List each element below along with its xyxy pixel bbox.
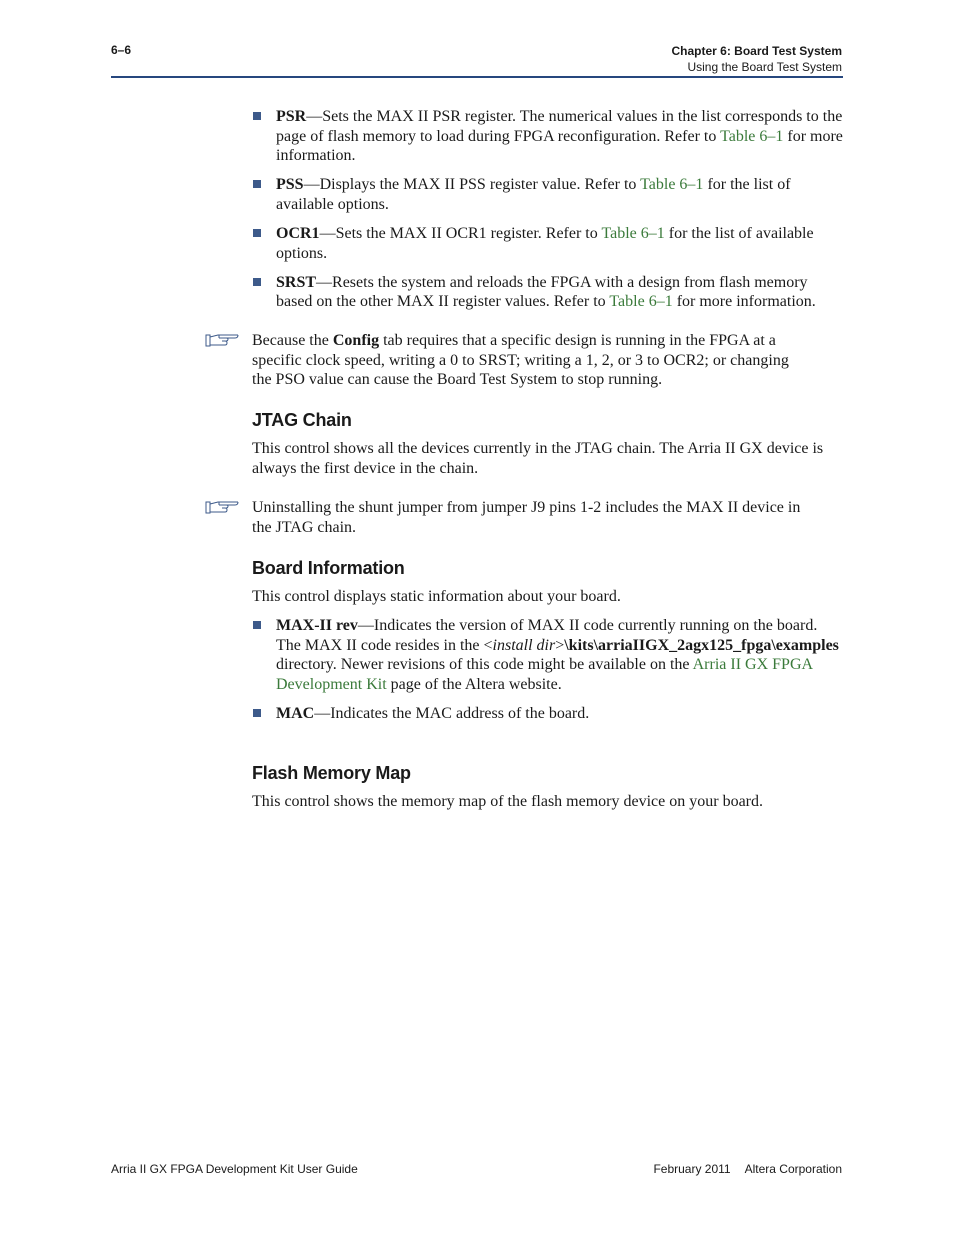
- jtag-chain-text: This control shows all the devices currently in the JTAG chain. The Arria II GX device is always the first device in the chain.: [252, 440, 824, 477]
- list-item: MAC—Indicates the MAC address of the board.: [252, 704, 844, 724]
- square-bullet-icon: [253, 709, 261, 717]
- register-bullet-list: [252, 107, 844, 321]
- section-title: Using the Board Test System: [687, 60, 842, 74]
- square-bullet-icon: [253, 621, 261, 629]
- square-bullet-icon: [253, 229, 261, 237]
- list-item: PSR—Sets the MAX II PSR register. The numerical values in the list corresponds to the page of flash memory to load during FPGA reconfiguration. Refer to Table 6–1 for more information.: [252, 107, 844, 166]
- chapter-title: Chapter 6: Board Test System: [671, 44, 842, 58]
- board-information-heading: Board Information: [252, 558, 405, 578]
- note-text: Because the Config tab requires that a specific design is running in the FPGA at a specific clock speed, writing a 0 to SRST; writing a 1, 2, or 3 to OCR2; or changing the PSO value can cause the Board Test System to stop running.: [252, 332, 789, 389]
- page-number: 6–6: [111, 43, 132, 57]
- list-item: MAX-II rev—Indicates the version of MAX II code currently running on the board. The MAX II code resides in the <install dir>\kits\arriaIIGX_2agx125_fpga\examples directory. Newer revisions of this code might be available on the Arria II GX FPGA Development Kit page of the Altera website.: [252, 616, 844, 694]
- header-rule: [111, 76, 843, 78]
- jtag-chain-heading: JTAG Chain: [252, 410, 352, 430]
- flash-memory-map-text: This control shows the memory map of the flash memory device on your board.: [252, 793, 763, 810]
- footer-date: February 2011: [653, 1162, 731, 1176]
- footer-company: Altera Corporation: [744, 1162, 842, 1176]
- board-information-text: This control displays static information about your board.: [252, 588, 621, 605]
- table-link[interactable]: Table 6–1: [609, 293, 673, 311]
- square-bullet-icon: [253, 180, 261, 188]
- list-item: PSS—Displays the MAX II PSS register value. Refer to Table 6–1 for the list of available options.: [252, 175, 844, 214]
- note-config: [205, 331, 805, 390]
- list-item: OCR1—Sets the MAX II OCR1 register. Refer to Table 6–1 for the list of available options.: [252, 224, 844, 263]
- running-header: [672, 43, 843, 75]
- footer-info: [653, 1162, 842, 1176]
- table-link[interactable]: Table 6–1: [720, 127, 784, 145]
- table-link[interactable]: Table 6–1: [640, 176, 704, 194]
- footer-title: Arria II GX FPGA Development Kit User Guide: [111, 1162, 358, 1176]
- note-text: Uninstalling the shunt jumper from jumper J9 pins 1-2 includes the MAX II device in the JTAG chain.: [252, 499, 801, 536]
- pointing-hand-icon: [205, 499, 239, 515]
- square-bullet-icon: [253, 278, 261, 286]
- note-jtag: [205, 498, 805, 537]
- flash-memory-map-heading: Flash Memory Map: [252, 763, 411, 783]
- pointing-hand-icon: [205, 332, 239, 348]
- dev-kit-link[interactable]: Arria II GX FPGA Development Kit: [276, 656, 813, 693]
- list-item: SRST—Resets the system and reloads the FPGA with a design from flash memory based on the other MAX II register values. Refer to Table 6–1 for more information.: [252, 273, 844, 312]
- board-info-bullet-list: [252, 616, 844, 733]
- table-link[interactable]: Table 6–1: [601, 224, 665, 242]
- square-bullet-icon: [253, 112, 261, 120]
